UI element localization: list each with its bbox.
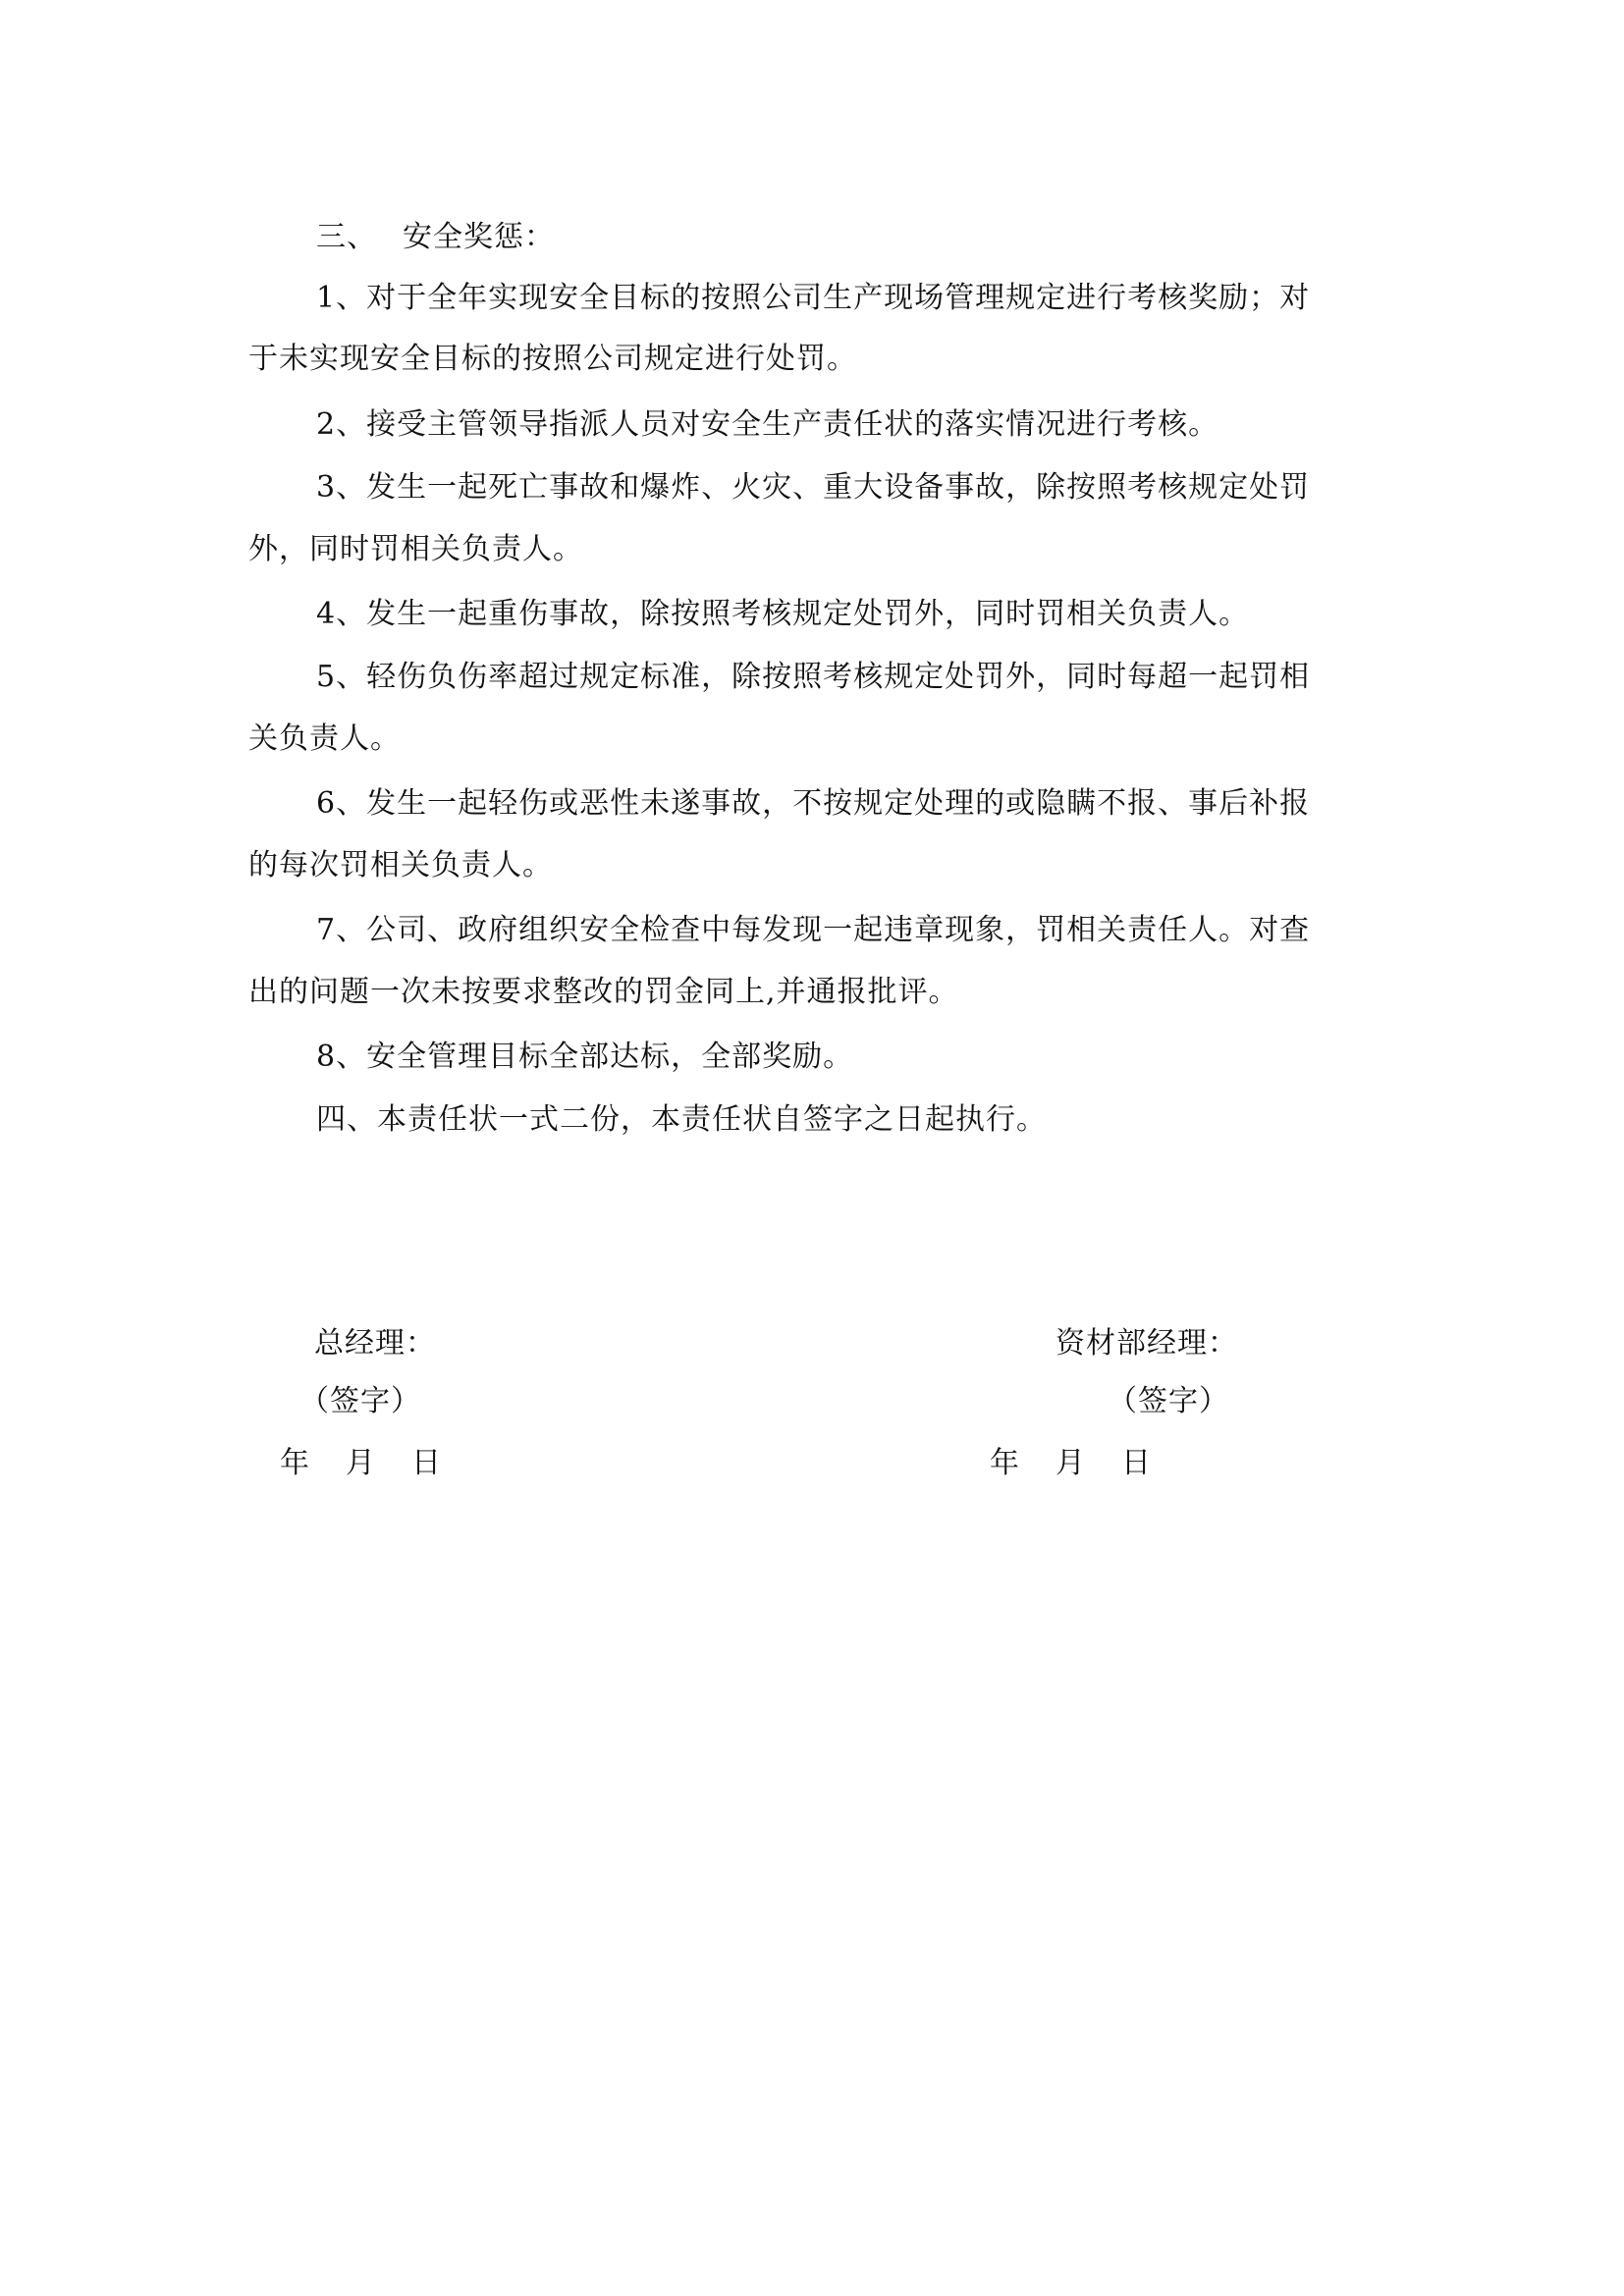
left-date-month: 月 — [346, 1446, 376, 1480]
item-3-line-1: 3、发生一起死亡事故和爆炸、火灾、重大设备事故，除按照考核规定处罚 — [316, 470, 1311, 505]
item-1-line-2: 于未实现安全目标的按照公司规定进行处罚。 — [248, 342, 857, 376]
right-date-year: 年 — [990, 1446, 1020, 1480]
right-date-month: 月 — [1056, 1446, 1086, 1480]
right-signature-title: 资材部经理： — [1056, 1326, 1238, 1361]
item-8-line-1: 8、安全管理目标全部达标，全部奖励。 — [316, 1040, 854, 1074]
item-4-line-1: 4、发生一起重伤事故，除按照考核规定处罚外，同时罚相关负责人。 — [316, 597, 1250, 631]
closing-statement: 四、本责任状一式二份，本责任状自签字之日起执行。 — [316, 1102, 1047, 1137]
left-signature-title: 总经理： — [314, 1326, 436, 1361]
section-heading-text: 安全奖惩： — [403, 220, 555, 254]
item-7-line-2: 出的问题一次未按要求整改的罚金同上,并通报批评。 — [248, 975, 959, 1009]
item-6-line-1: 6、发生一起轻伤或恶性未遂事故，不按规定处理的或隐瞒不报、事后补报 — [316, 786, 1311, 821]
item-3-line-2: 外，同时罚相关负责人。 — [248, 532, 583, 566]
section-heading-number: 三、 — [316, 220, 377, 254]
item-7-line-1: 7、公司、政府组织安全检查中每发现一起违章现象，罚相关责任人。对查 — [316, 913, 1311, 947]
right-signature-date — [990, 1444, 1152, 1483]
left-signature-sign: （签字） — [299, 1384, 421, 1418]
left-date-day: 日 — [411, 1446, 442, 1480]
item-6-line-2: 的每次罚相关负责人。 — [248, 848, 553, 882]
item-5-line-2: 关负责人。 — [248, 721, 401, 756]
right-signature-sign: （签字） — [1108, 1384, 1229, 1418]
item-5-line-1: 5、轻伤负伤率超过规定标准，除按照考核规定处罚外，同时每超一起罚相 — [316, 660, 1311, 694]
left-date-year: 年 — [280, 1446, 310, 1480]
section-heading — [316, 218, 555, 257]
right-date-day: 日 — [1121, 1446, 1152, 1480]
left-signature-date — [280, 1444, 442, 1483]
item-1-line-1: 1、对于全年实现安全目标的按照公司生产现场管理规定进行考核奖励；对 — [316, 281, 1311, 315]
item-2-line-1: 2、接受主管领导指派人员对安全生产责任状的落实情况进行考核。 — [316, 407, 1219, 442]
